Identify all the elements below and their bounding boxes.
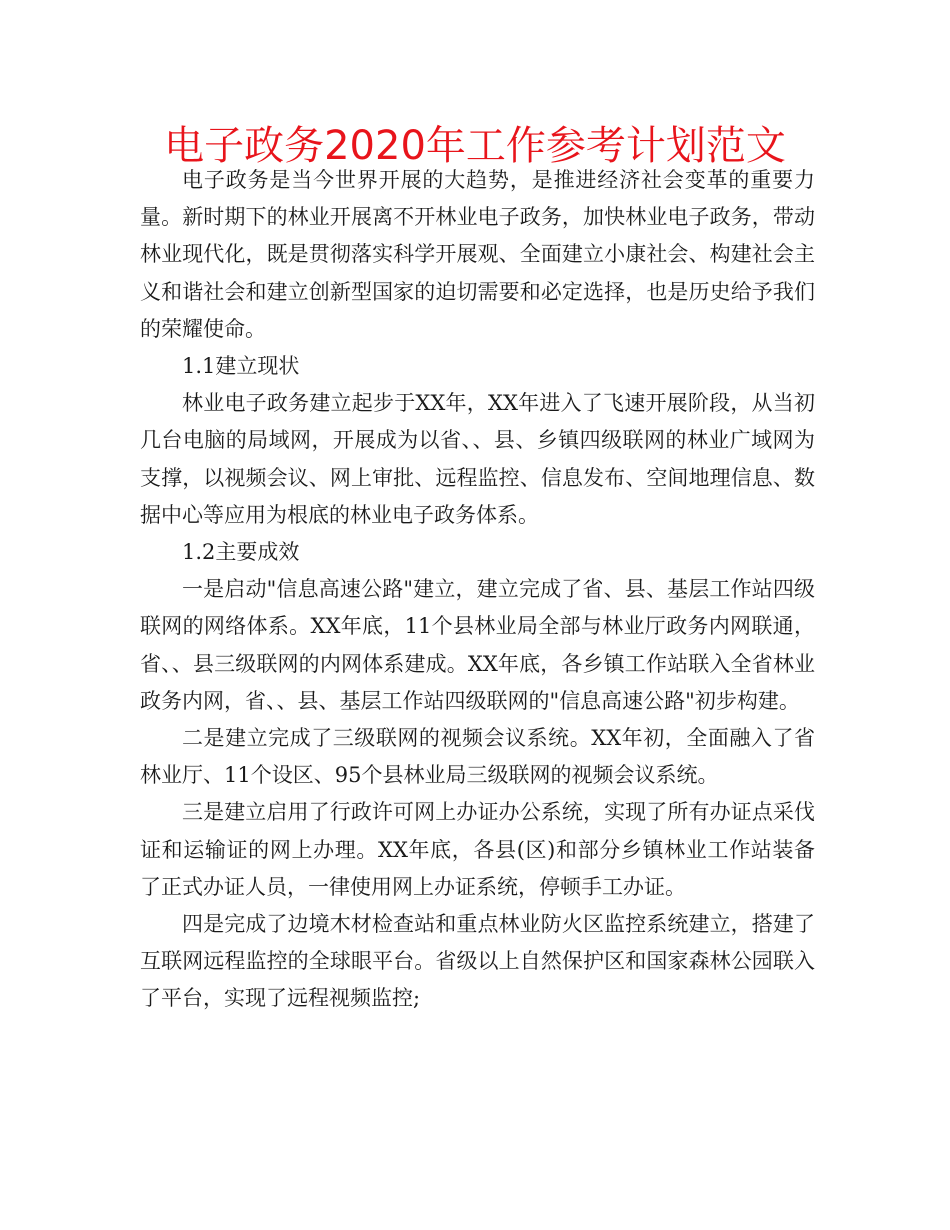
document-body <box>140 162 815 1018</box>
paragraph-result-4: 四是完成了边境木材检查站和重点林业防火区监控系统建立，搭建了互联网远程监控的全球眼平台。省级以上自然保护区和国家森林公园联入了平台，实现了远程视频监控; <box>140 912 815 1011</box>
paragraph-status: 林业电子政务建立起步于XX年，XX年进入了飞速开展阶段，从当初几台电脑的局域网，开展成为以省、、县、乡镇四级联网的林业广域网为支撑，以视频会议、网上审批、远程监控、信息发布、空间地理信息、数据中心等应用为根底的林业电子政务体系。 <box>140 391 815 527</box>
paragraph-result-2: 二是建立完成了三级联网的视频会议系统。XX年初，全面融入了省林业厅、11个设区、95个县林业局三级联网的视频会议系统。 <box>140 726 815 788</box>
section-heading-results: 1.2主要成效 <box>182 540 300 565</box>
section-heading-status: 1.1建立现状 <box>182 354 300 379</box>
paragraph-intro: 电子政务是当今世界开展的大趋势，是推进经济社会变革的重要力量。新时期下的林业开展离不开林业电子政务，加快林业电子政务，带动林业现代化，既是贯彻落实科学开展观、全面建立小康社会、构建社会主义和谐社会和建立创新型国家的迫切需要和必定选择，也是历史给予我们的荣耀使命。 <box>140 168 815 341</box>
paragraph-result-3: 三是建立启用了行政许可网上办证办公系统，实现了所有办证点采伐证和运输证的网上办理。XX年底，各县(区)和部分乡镇林业工作站装备了正式办证人员，一律使用网上办证系统，停顿手工办证。 <box>140 800 815 899</box>
document-title: 电子政务2020年工作参考计划范文 <box>164 123 786 169</box>
paragraph-result-1: 一是启动"信息高速公路"建立，建立完成了省、县、基层工作站四级联网的网络体系。XX年底，11个县林业局全部与林业厅政务内网联通，省、、县三级联网的内网体系建成。XX年底，各乡镇工作站联入全省林业政务内网，省、、县、基层工作站四级联网的"信息高速公路"初步构建。 <box>140 577 815 713</box>
